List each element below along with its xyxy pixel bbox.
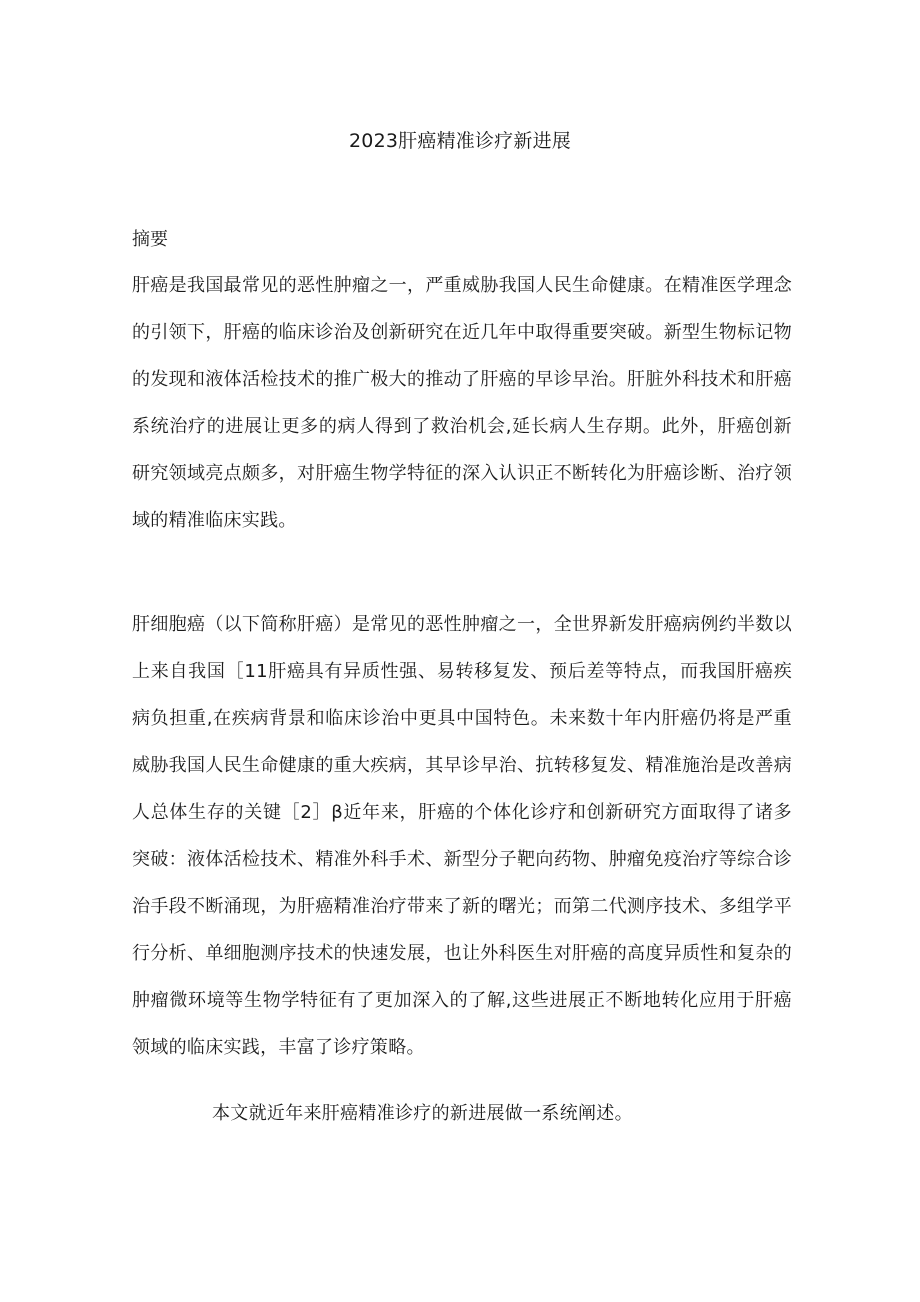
abstract-paragraph: 肝癌是我国最常见的恶性肿瘤之一，严重威胁我国人民生命健康。在精准医学理念的引领下，肝癌的临床诊治及创新研究在近几年中取得重要突破。新型生物标记物的发现和液体活检技术的推广极大的推动了肝癌的早诊早治。肝脏外科技术和肝癌系统治疗的进展让更多的病人得到了救治机会,延长病人生存期。此外，肝癌创新研究领域亮点颇多，对肝癌生物学特征的深入认识正不断转化为肝癌诊断、治疗领域的精准临床实践。 (132, 275, 792, 531)
intro-paragraph: 肝细胞癌（以下简称肝癌）是常见的恶性肿瘤之一，全世界新发肝癌病例约半数以上来自我国［11肝癌具有异质性强、易转移复发、预后差等特点，而我国肝癌疾病负担重,在疾病背景和临床诊治中更具中国特色。未来数十年内肝癌仍将是严重威胁我国人民生命健康的重大疾病，其早诊早治、抗转移复发、精准施治是改善病人总体生存的关键［2］β近年来，肝癌的个体化诊疗和创新研究方面取得了诸多突破：液体活检技术、精准外科手术、新型分子靶向药物、肿瘤免疫治疗等综合诊治手段不断涌现，为肝癌精准治疗带来了新的曙光；而第二代测序技术、多组学平行分析、单细胞测序技术的快速发展，也让外科医生对肝癌的高度异质性和复杂的肿瘤微环境等生物学特征有了更加深入的了解,这些进展正不断地转化应用于肝癌领域的临床实践，丰富了诊疗策略。 (132, 614, 792, 1058)
closing-paragraph: 本文就近年来肝癌精准诊疗的新进展做一系统阐述。 (212, 1103, 633, 1124)
abstract-heading: 摘要 (132, 229, 168, 250)
document-title: 2023肝癌精准诊疗新进展 (349, 130, 571, 152)
